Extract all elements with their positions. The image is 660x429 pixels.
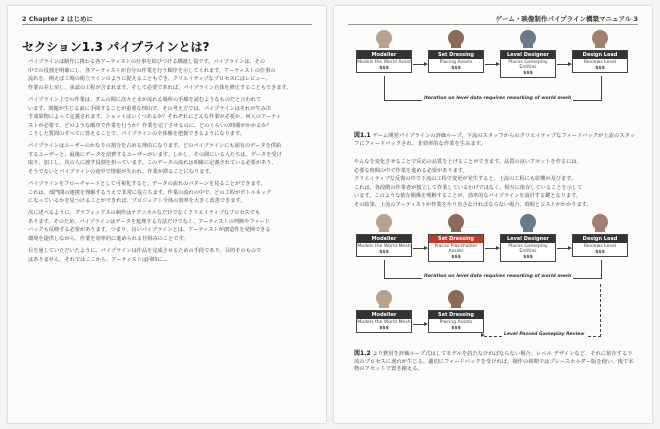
- person-icon: [448, 214, 464, 230]
- flow-arrow: [485, 248, 499, 249]
- figure-1-diagram: [352, 30, 634, 122]
- figure-1-caption: 図1.1 ゲーム開発パイプラインの評価ループ。下流のスタッフからのクリエイティブなフィードバックが上流のスタッフにフィードバックされ、非効率的な作業を生みます。: [354, 132, 636, 147]
- fig1-node-level-designer: Level Designer Places Gameplay Entities $$$: [500, 30, 556, 78]
- left-page: [8, 6, 326, 423]
- right-body: やんなを変化させることで反応の品質を上げることができます。品質の良いアセットを作るには、 必要な時間の中で作業を進める必要があります。 クリエイティブな反復の中で下流の工程で変更が発生すると、上流の工程にも影響が及びます。 これは、各段階の作業者が独立して作業しているわけではなく、相互に依存していることを示して います。このような依存関係を理解することが、効率的なパイプラインを設計する鍵となります。 その結果、上流のアーティストが作業をやり直さなければならない場合、時間とコストがかかります。: [354, 159, 592, 208]
- flow-arrow: [413, 324, 427, 325]
- person-icon: [520, 214, 536, 230]
- flow-arrow: [485, 64, 499, 65]
- paragraph-6: 目を通していただいたように、パイプラインは作品を完成させるための手段であり、目的そのもので はありません。それではここから、アーティストは同時に...: [28, 248, 262, 263]
- paragraph-4: パイプラインをフローチャートとして可視化すると、データの流れのパターンを見ることができます。 これは、部門間の連携を理解するうえで非常に役立ちます。作業の流れの中で、どの工程がボトルネック になっているかを見つけることができれば、プロジェクト全体の効率を大きく改善できます。: [28, 181, 272, 205]
- fig1-node-modeller: Modeller Models the World Asset $$$: [356, 30, 412, 73]
- paragraph-1: パイプラインは制作に携わる各アーティストの仕事を結びつける橋渡し役です。パイプラインは、その 中での役割を明確にし、各アーティストが自分の作業を行う順序を示してくれます。アーティストの仕事の 流れを、例えば工場の組立ラインのように捉えることもでき、クリエイティブなプロセスにはレビュー、 作業の差し戻し、承認の工程が含まれます。そして必要であれば、パイプライン自体を修正することもできます。: [28, 59, 292, 91]
- flow-arrow: [557, 248, 571, 249]
- person-icon: [592, 30, 608, 46]
- fig2-node-modeller: Modeller Models the World Mesh $$$: [356, 214, 412, 257]
- flow-arrow: [557, 64, 571, 65]
- loop-label: Iteration on level data requires reworking of world mesh: [424, 274, 572, 279]
- fig2-node-design-lead: Design Lead Reviews Level $$$: [572, 214, 628, 257]
- header-rule: [348, 24, 638, 25]
- flow-arrow: [413, 248, 427, 249]
- passed-review-label: Level Passed Gameplay Review: [504, 332, 585, 337]
- passed-review-path: [484, 284, 601, 337]
- loop-label: Iteration on level data requires reworking of world mesh: [424, 96, 572, 101]
- paragraph-3: パイプラインはユーザーのかなりの割合を占める理由になります。どのパイプラインにも固有のデータを供給 するユーザーと、最後にデータを消費するユーザーがいます。しかし、その間にいる人たちは、データを受け 取り、加工し、次の人に渡す役割を担っています。このデータの流れは明確に定義されている必要があり、 そうでないとパイプラインの途中で情報が失われ、作業が滞ることになります。: [28, 143, 282, 175]
- fig2-node-set-dressing-final: Set Dressing Placing Assets $$$: [428, 290, 484, 333]
- person-icon: [376, 30, 392, 46]
- fig1-node-set-dressing: Set Dressing Placing Assets $$$: [428, 30, 484, 73]
- fig2-node-level-designer: Level Designer Places Gameplay Entities $$$: [500, 214, 556, 262]
- person-icon: [448, 290, 464, 306]
- fig1-node-design-lead: Design Lead Reviews Level $$$: [572, 30, 628, 73]
- paragraph-5: 次に述べるように、グラフィックスの制作はテクニカルなだけでなくクリエイティブなプロセスでも あります。そのため、パイプラインはデータを処理する方法だけでなく、アーティストの判断やフィード バックも反映する必要があります。つまり、良いパイプラインとは、アーティストが創造性を発揮できる 環境を提供しながら、作業を効率的に進められる仕組みのことです。: [28, 210, 271, 242]
- person-icon: [376, 290, 392, 306]
- person-icon: [592, 214, 608, 230]
- paragraph-2: パイプライン上での作業は、ダムの間に次々と水が流れる場所の手順を読むようなものだと言われて います。問題が生じる前に手間することが重要な理由で、その考え方では、パイプラインはそれが生み出 す成果物によって定義されます。ショットはいくつあるか？それぞれにどんな作業が必要か、何人のアーティ ストが必要で、どのような順序で作業を行うか？作業を完了させるのに、どのくらいの時間がかかるか？ こうした質問のすべてに答えることで、パイプラインの全体像を把握できるようになります。: [28, 97, 282, 138]
- person-icon: [520, 30, 536, 46]
- running-head-left: 2 Chapter 2 はじめに: [22, 15, 93, 23]
- right-page: [334, 6, 652, 423]
- person-icon: [448, 30, 464, 46]
- fig2-node-modeller-final: Modeller Models the World Mesh $$$: [356, 290, 412, 333]
- running-head-right: ゲーム・映像制作パイプライン構築マニュアル 3: [495, 15, 638, 23]
- header-rule: [22, 24, 312, 25]
- person-icon: [376, 214, 392, 230]
- fig2-node-set-dressing: Set Dressing Places Placeholder Assets $$$: [428, 214, 484, 262]
- figure-2-caption: 図1.2 より費用を評価ループ式はしてモデルを持たなければならない場合、レベル デザインなど、それに依存する下流のプロセスに遅れが生じる。適切にフィードバックを受ければ、制作の初期ではプレースホルダー版を使い、後で本物のアセットで置き換える。: [354, 350, 634, 372]
- section-title: セクション1.3 パイプラインとは?: [22, 40, 210, 54]
- flow-arrow: [413, 64, 427, 65]
